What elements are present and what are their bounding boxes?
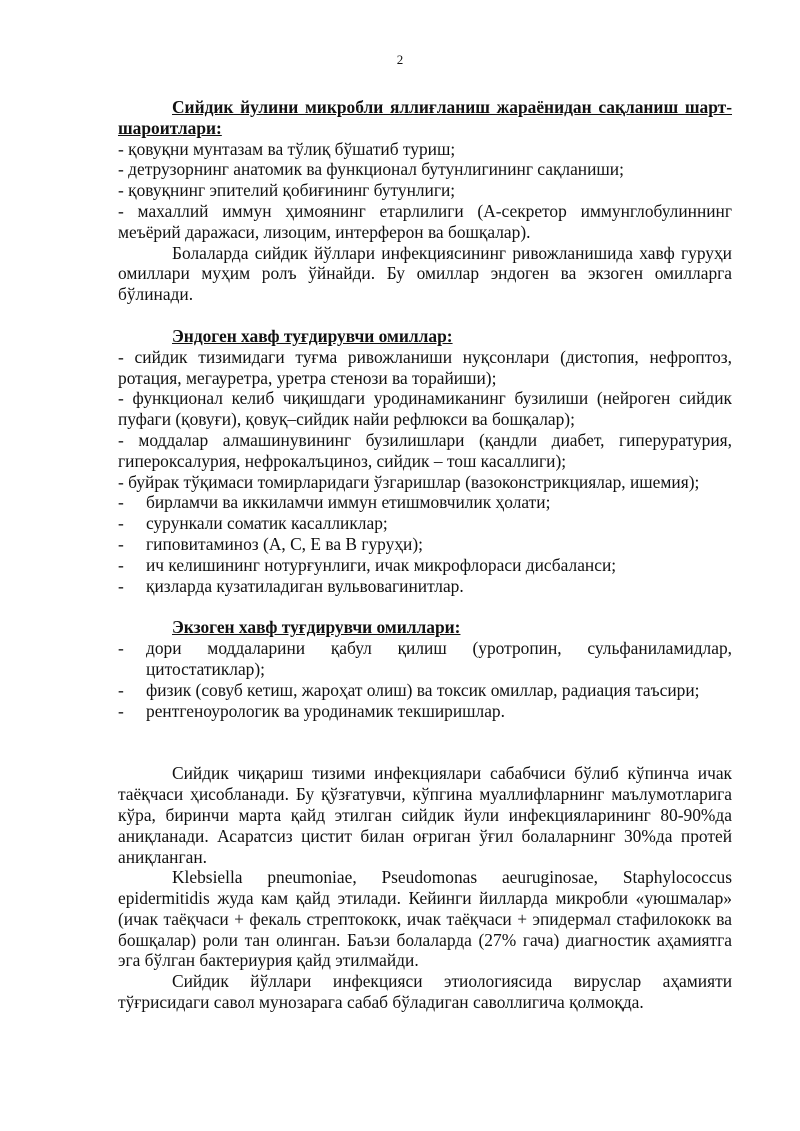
- list-marker: -: [118, 513, 124, 534]
- list-item-text: сурункали соматик касалликлар;: [146, 513, 388, 534]
- paragraph: Болаларда сийдик йўллари инфекциясининг ривожланишида хавф гуруҳи омиллари муҳим ролъ ўйнайди. Бу омиллар эндоген ва экзоген омилларга бўлинади.: [118, 242, 732, 305]
- list-item-text: физик (совуб кетиш, жароҳат олиш) ва токсик омиллар, радиация таъсири;: [146, 679, 700, 700]
- list-marker: -: [118, 554, 124, 575]
- list-item-text: гиповитаминоз (А, С, Е ва В гуруҳи);: [146, 533, 423, 554]
- list-item-text: ич келишининг нотурғунлиги, ичак микрофлораси дисбаланси;: [146, 554, 617, 575]
- list-item-text: рентгеноурологик ва уродинамик текширишлар.: [146, 700, 505, 721]
- text-line: - махаллий иммун ҳимоянинг етарлилиги (А-секретор иммунглобулиннинг меъёрий даражаси, лизоцим, интерферон ва бошқалар).: [118, 200, 732, 242]
- list-marker: -: [118, 638, 124, 659]
- list-item: [118, 534, 732, 555]
- list-item: [118, 492, 732, 513]
- list-item: [118, 680, 732, 701]
- section-heading-exogenous: Экзоген хавф туғдирувчи омиллари:: [172, 617, 461, 638]
- list-marker: -: [118, 492, 124, 513]
- text-line: - буйрак тўқимаси томирларидаги ўзгаришлар (вазоконстрикциялар, ишемия);: [118, 471, 700, 492]
- list-item: [118, 638, 732, 680]
- list-marker: -: [118, 533, 124, 554]
- list-item-text: дори моддаларини қабул қилиш (уротропин, сульфаниламидлар, цитостатиклар);: [146, 638, 732, 679]
- text-line: - сийдик тизимидаги туғма ривожланиши нуқсонлари (дистопия, нефроптоз, ротация, мегауретра, уретра стенози ва торайиши);: [118, 346, 732, 388]
- section-heading-endogenous: Эндоген хавф туғдирувчи омиллар:: [172, 325, 453, 346]
- list-marker: -: [118, 700, 124, 721]
- list-item-text: бирламчи ва иккиламчи иммун етишмовчилик ҳолати;: [146, 492, 551, 513]
- paragraph: Klebsiella pneumoniae, Pseudomonas aeuruginosae, Staphylococcus epidermitidis жуда кам қайд этилади. Кейинги йилларда микробли «уюшмалар» (ичак таёқчаси + фекаль стрептококк, ичак таёқчаси + эпидермал стафилококк ва бошқалар) роли тан олинган. Баъзи болаларда (27% гача) диагностик аҳамиятга эга бўлган бактериурия қайд этилмайди.: [118, 867, 732, 971]
- text-line: - детрузорнинг анатомик ва функционал бутунлигининг сақланиши;: [118, 159, 624, 180]
- list-item: [118, 513, 732, 534]
- list-item: [118, 555, 732, 576]
- list-item: [118, 576, 732, 597]
- text-line: - қовуқни мунтазам ва тўлиқ бўшатиб туриш;: [118, 138, 456, 159]
- list-marker: -: [118, 679, 124, 700]
- paragraph: Сийдик йўллари инфекцияси этиологиясида вируслар аҳамияти тўғрисидаги савол мунозарага сабаб бўладиган саволлигича қолмоқда.: [118, 971, 732, 1013]
- section-heading-conditions: Сийдик йулини микробли яллиғланиш жараёнидан сақланиш шарт-шароитлари:: [118, 97, 732, 138]
- document-body: [118, 97, 732, 1013]
- page-number: 2: [396, 52, 404, 67]
- text-line: - қовуқнинг эпителий қобиғининг бутунлиги;: [118, 180, 456, 201]
- text-line: - моддалар алмашинувининг бузилишлари (қандли диабет, гиперуратурия, гипероксалурия, нефрокалъциноз, сийдик – тош касаллиги);: [118, 429, 732, 471]
- text-line: - функционал келиб чиқишдаги уродинамиканинг бузилиши (нейроген сийдик пуфаги (қовуғи), қовуқ–сийдик найи рефлюкси ва бошқалар);: [118, 388, 732, 430]
- list-item: [118, 701, 732, 722]
- list-marker: -: [118, 575, 124, 596]
- paragraph: Сийдик чиқариш тизими инфекциялари сабабчиси бўлиб кўпинча ичак таёқчаси ҳисобланади. Бу қўзғатувчи, кўпгина муаллифларнинг маълумотларига кўра, биринчи марта қайд этилган сийдик йули инфекцияларининг 80-90%да аниқланади. Асаратсиз цистит билан оғриган ўғил болаларнинг 30%да протей аниқланган.: [118, 763, 732, 867]
- list-item-text: қизларда кузатиладиган вульвовагинитлар.: [146, 575, 464, 596]
